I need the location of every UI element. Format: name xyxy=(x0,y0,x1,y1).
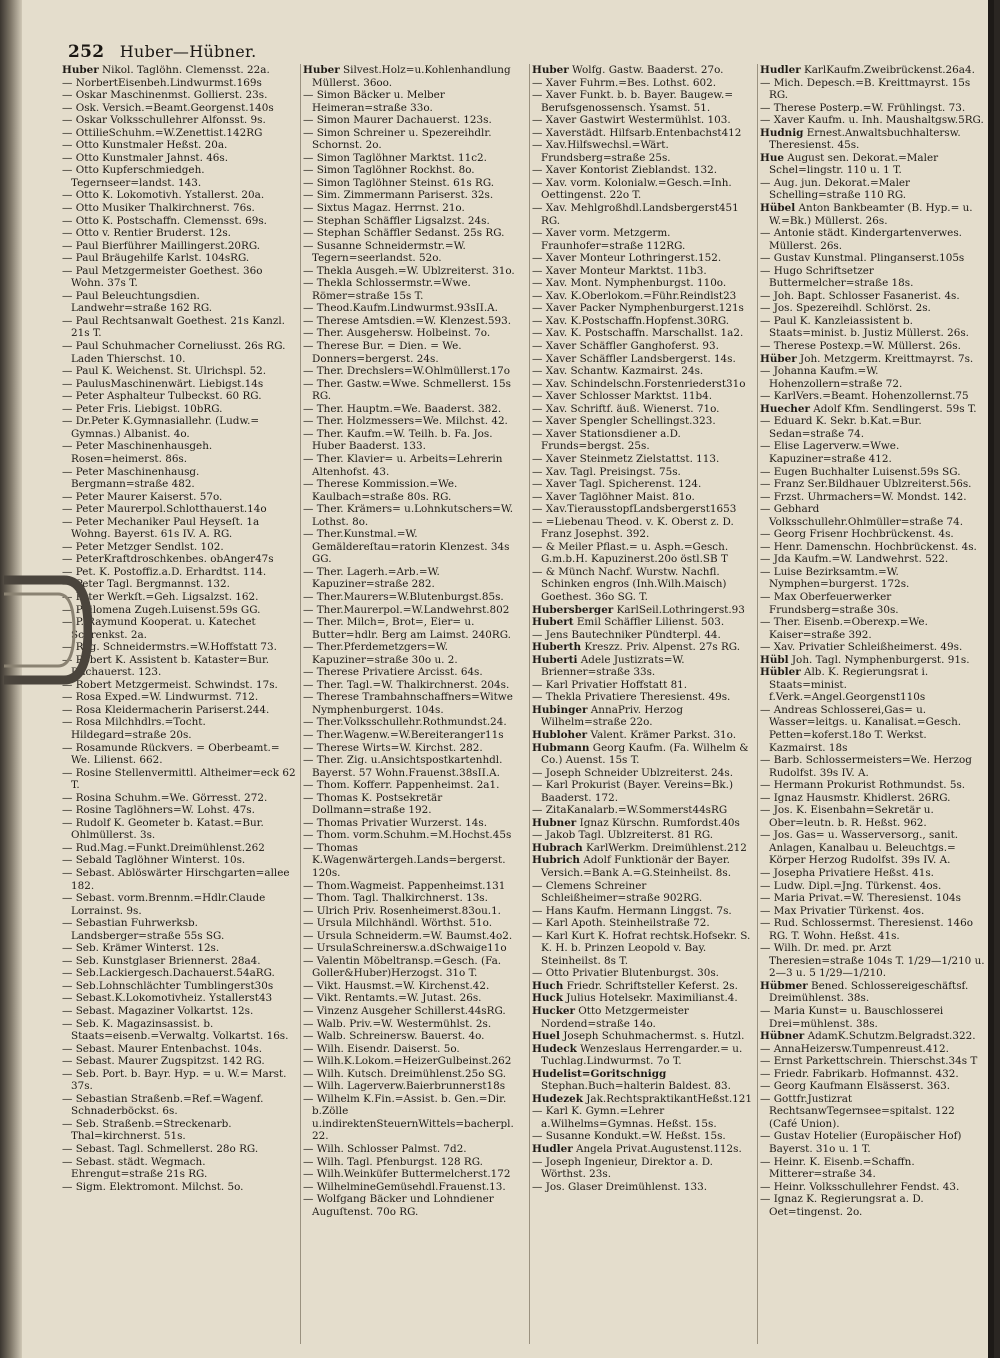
directory-entry: — Rosine Taglöhners=W. Lohst. 47s. xyxy=(62,804,255,817)
directory-entry: — Simon Taglöhner Marktst. 11c2. xyxy=(303,151,487,164)
directory-entry: — Peter Mechaniker Paul Heyseſt. 1a Wohng. Bayerst. 61s IV. A. RG. xyxy=(62,515,260,541)
directory-entry: — Wilhelm K.Fin.=Assist. b. Gen.=Dir. b.Zölle u.indirektenSteuernWittels=bacherpl. 22. xyxy=(303,1092,514,1143)
directory-entry: — Rosa Exped.=W. Lindwurmst. 712. xyxy=(62,691,259,704)
directory-entry: — Seb. Krämer Winterst. 12s. xyxy=(62,942,220,955)
directory-entry: — Seb.Lackiergesch.Dachauerst.54aRG. xyxy=(62,967,275,980)
directory-entry: — Therese Privatiere Arcisst. 64s. xyxy=(303,666,483,679)
directory-entry: — Karl Kurt K. Hofrat rechtsk.Hofsekr. S. K. H. b. Prinzen Leopold v. Bay. Steinheilst. 8s T. xyxy=(532,929,751,967)
directory-entry: — Ther. Eisenb.=Oberexp.=We. Kaiser=straße 392. xyxy=(760,616,928,641)
directory-entry: — Sebastian Fuhrwerksb. Landsberger=straße 55s SG. xyxy=(62,917,225,942)
directory-entry: Hübner AdamK.Schutzm.Belgradst.322. xyxy=(760,1030,976,1043)
directory-entry: Hudeck Wenzeslaus Herrengarder.= u. Tuchlag.Lindwurmst. 7o T. xyxy=(532,1042,743,1068)
directory-entry: — AnnaHeizersw.Tumpenreust.412. xyxy=(760,1042,949,1055)
directory-entry: — Simon Schreiner u. Spezereihdlr. Schornst. 2o. xyxy=(303,126,492,152)
directory-entry: — Ignaz Hausmstr. Khidlerst. 26RG. xyxy=(760,791,951,804)
directory-entry: — Rud. Schlossermst. Theresienst. 146o RG. T. Wohn. Heßst. 41s. xyxy=(760,917,974,942)
directory-entry: — Xaver Spengler Schellingst.323. xyxy=(532,415,716,428)
directory-entry: — Xav. vorm. Kolonialw.=Gesch.=Inh. Oettingenst. 22o T. xyxy=(532,176,732,202)
directory-entry: — Therese Kommission.=We. Kaulbach=straße 80s. RG. xyxy=(303,478,458,503)
directory-entry: — Ther. Gastw.=Wwe. Schmellerst. 15s RG. xyxy=(303,377,511,403)
directory-entry: — Rudolf K. Geometer b. Katast.=Bur. Ohlmüllerst. 3s. xyxy=(62,816,264,842)
directory-entry: Hubner Ignaz Kürschn. Rumfordst.40s xyxy=(532,816,740,829)
directory-entry: — Thom.Wagmeist. Pappenheimst.131 xyxy=(303,879,506,892)
directory-entry: — Vikt. Rentamts.=W. Jutast. 26s. xyxy=(303,992,482,1005)
directory-entry: — Ther. Ausgehersw. Holbeinst. 7o. xyxy=(303,327,491,340)
directory-entry: — Peter Asphalteur Tulbeckst. 60 RG. xyxy=(62,390,262,403)
directory-entry: — Wolfgang Bäcker und Lohndiener Auguſtenst. 70o RG. xyxy=(303,1193,494,1218)
directory-entry: — Seb. K. Magazinsassist. b. Staats=eisenb.=Verwaltg. Volkartst. 16s. xyxy=(62,1017,289,1043)
directory-entry: — Ther. Klavier= u. Arbeits=Lehrerin Altenhofst. 43. xyxy=(303,452,503,478)
directory-entry: — Paul Bräugehilfe Karlst. 104sRG. xyxy=(62,252,250,265)
column-divider xyxy=(529,64,530,1344)
directory-entry: Hudler KarlKaufm.Zweibrückenst.26a4. xyxy=(760,64,975,76)
directory-entry: — Simon Bäcker u. Melber Heimeran=straße 33o. xyxy=(303,89,445,114)
directory-entry: — Therese Bur. = Dien. = We. Donners=bergerst. 24s. xyxy=(303,340,462,365)
directory-entry: — Otto Kupferschmiedgeh. Tegernseer=landst. 143. xyxy=(62,164,205,189)
directory-entry: — Thom. Tagl. Thalkirchnerst. 13s. xyxy=(303,892,488,905)
directory-entry: — Peter Maschinenhausg. Bergmann=straße 482. xyxy=(62,465,200,491)
directory-entry: Hudnig Ernest.Anwaltsbuchhaltersw. Theresienst. 45s. xyxy=(760,126,961,152)
directory-entry: — PaulusMaschinenwärt. Liebigst.14s xyxy=(62,377,264,390)
directory-entry: — Jos. Glaser Dreimühlenst. 133. xyxy=(532,1180,708,1193)
directory-entry: — Gustav Hotelier (Europäischer Hof) Bayerst. 31o u. 1 T. xyxy=(760,1130,962,1156)
directory-entry: — Paul K. Weichenst. St. Ulrichspl. 52. xyxy=(62,365,267,378)
directory-entry: Huber Nikol. Taglöhn. Clemensst. 22a. xyxy=(62,64,270,76)
directory-entry: — Seb. Straßenb.=Streckenarb. Thal=kirchnerst. 51s. xyxy=(62,1117,232,1143)
directory-entry: — Xav. K.Postschaffn.Hopfenst.30RG. xyxy=(532,314,730,327)
directory-entry: — Xav. Schindelschn.Forstenriederst31o xyxy=(532,377,746,390)
directory-entry: — Jda Kaufm.=W. Landwehrst. 522. xyxy=(760,553,949,566)
directory-entry: — Xaver Kaufm. u. Inh. Maushaltgsw.5RG. xyxy=(760,114,984,127)
directory-entry: — Wilh. Schlosser Palmst. 7d2. xyxy=(303,1143,467,1156)
directory-entry: — Susanne Kondukt.=W. Heßst. 15s. xyxy=(532,1130,726,1143)
directory-entry: — Reg. Schneidermstrs.=W.Hoffstatt 73. xyxy=(62,641,277,654)
column-2 xyxy=(303,64,527,1354)
directory-entry: — NorbertEisenbeh.Lindwurmst.169s xyxy=(62,76,262,89)
directory-entry: — Therese Amtsdien.=W. Klenzest.593. xyxy=(303,314,512,327)
directory-entry: — Paul Rechtsanwalt Goethest. 21s Kanzl. 21s T. xyxy=(62,314,285,340)
directory-entry: — Maria Privat.=W. Theresienst. 104s xyxy=(760,892,961,905)
directory-entry: — Xav.Hilfswechsl.=Wärt. Frundsberg=straße 25s. xyxy=(532,139,671,164)
directory-entry: — Ther.Maurerpol.=W.Landwehrst.802 xyxy=(303,603,510,616)
directory-entry: — Sebast. Tagl. Schmellerst. 28o RG. xyxy=(62,1143,259,1156)
directory-entry: — Rosamunde Rückvers. = Oberbeamt.= We. Lilienst. 662. xyxy=(62,741,280,767)
directory-entry: — Elise Lagerverw.=Wwe. Kapuziner=straße 412. xyxy=(760,440,900,465)
directory-entry: Hübmer Bened. Schlossereigeschäftsf. Dreimühlenst. 38s. xyxy=(760,979,969,1005)
directory-entry: — Paul Metzgermeister Goethest. 36o Wohn. 37s T. xyxy=(62,264,263,290)
directory-entry: — Thekla Schlossermstr.=Wwe. Römer=straße 15s T. xyxy=(303,277,471,302)
directory-entry: — Jos. Spezereihdl. Schlörst. 2s. xyxy=(760,302,931,315)
directory-entry: — Sebastian Straßenb.=Ref.=Wagenf. Schnaderböckst. 6s. xyxy=(62,1092,264,1118)
directory-entry: — Simon Maurer Dachauerst. 123s. xyxy=(303,114,492,127)
directory-entry: — Ulrich Priv. Rosenheimerst.83ou.1. xyxy=(303,904,501,917)
directory-entry: — Xav. Schriftf. äuß. Wienerst. 71o. xyxy=(532,402,720,415)
directory-entry: — Frzst. Uhrmachers=W. Mondst. 142. xyxy=(760,490,967,503)
directory-entry: Hubert Emil Schäffler Lilienst. 503. xyxy=(532,616,725,629)
directory-entry: — Xaver Kontorist Zieblandst. 132. xyxy=(532,164,717,177)
directory-entry: — Peter Metzger Sendlst. 102. xyxy=(62,540,224,553)
directory-entry: — Peter Fris. Liebigst. 10bRG. xyxy=(62,402,223,415)
directory-entry: — Xaver Funkt. b. b. Bayer. Baugew.= Berufsgenossensch. Ysamst. 51. xyxy=(532,89,734,114)
directory-entry: — Thom. vorm.Schuhm.=M.Hochst.45s xyxy=(303,829,512,842)
directory-entry: — Joseph Schneider Ublzreiterst. 24s. xyxy=(532,766,734,779)
directory-entry: — Xaver Schäffler Landsbergerst. 14s. xyxy=(532,352,736,365)
directory-entry: — Ther.Volksschullehr.Rothmundst.24. xyxy=(303,716,507,729)
directory-entry: — Jakob Tagl. Ublzreiterst. 81 RG. xyxy=(532,829,714,842)
directory-entry: — Simon Taglöhner Steinst. 61s RG. xyxy=(303,176,495,189)
directory-entry: — Wilh. Eisendr. Daiserst. 5o. xyxy=(303,1042,460,1055)
directory-entry: Huberti Adele Justizrats=W. Brienner=straße 33s. xyxy=(532,653,685,679)
directory-entry: — Georg Frisenr Hochbrückenst. 4s. xyxy=(760,528,954,541)
directory-entry: — Ursula Milchhändl. Wörthst. 51o. xyxy=(303,917,492,930)
directory-entry: — Walb. Priv.=W. Westermühlst. 2s. xyxy=(303,1017,492,1030)
directory-entry: Hubmann Georg Kaufm. (Fa. Wilhelm & Co.) Auenst. 15s T. xyxy=(532,741,749,767)
directory-entry: Hubrich Adolf Funktionär der Bayer. Versich.=Bank A.=G.Steinheilst. 8s. xyxy=(532,854,732,879)
directory-entry: — Peter Tagl. Bergmannst. 132. xyxy=(62,578,230,591)
directory-entry: — Therese Wirts=W. Kirchst. 282. xyxy=(303,741,483,754)
directory-entry: — Jos. K. Eisenbahn=Sekretär u. Ober=leutn. b. R. Heßst. 962. xyxy=(760,804,934,829)
directory-entry: — Sigm. Elektromont. Milchst. 5o. xyxy=(62,1180,244,1193)
column-1 xyxy=(62,64,298,1354)
directory-entry: — Hermann Prokurist Rothmundst. 5s. xyxy=(760,779,966,792)
directory-entry: — Ignaz K. Regierungsrat a. D. Oet=tingenst. 2o. xyxy=(760,1193,924,1218)
directory-entry: — Xaver Stationsdiener a.D. Frunds=bergst. 25s. xyxy=(532,427,681,453)
directory-entry: — Sebast. Ablöswärter Hirschgarten=allee 182. xyxy=(62,867,290,892)
directory-entry: — Ther.Kunstmal.=W. Gemäldereſtau=ratorin Klenzest. 34s GG. xyxy=(303,528,510,566)
directory-entry: — Wilh.Weinküfer Buttermelcherst.172 xyxy=(303,1168,511,1181)
directory-entry: — Karl K. Gymn.=Lehrer a.Wilhelms=Gymnas. Heßst. 15s. xyxy=(532,1105,717,1130)
directory-entry: — Thomas K.Wagenwärtergeh.Lands=bergerst. 120s. xyxy=(303,841,506,879)
directory-entry: — Seb. Port. b. Bayr. Hyp. = u. W.= Marst. 37s. xyxy=(62,1067,287,1093)
directory-entry: — Ther. Hauptm.=We. Baaderst. 382. xyxy=(303,402,502,415)
directory-entry: — Wilh.K.Lokom.=HeizerGulbeinst.262 xyxy=(303,1055,512,1068)
directory-entry: — Peter Maschinenhausgeh. Rosen=heimerst. 86s. xyxy=(62,440,213,465)
directory-entry: — Xaver vorm. Metzgerm. Fraunhofer=straße 112RG. xyxy=(532,227,686,252)
directory-entry: — UrsulaSchreinersw.a.dSchwaige11o xyxy=(303,942,507,955)
directory-entry: — Ther.Wagenw.=W.Bereiteranger11s xyxy=(303,728,504,741)
directory-entry: — Paul Bierführer Maillingerst.20RG. xyxy=(62,239,261,252)
directory-entry: — Georg Kaufmann Elsässerst. 363. xyxy=(760,1080,951,1093)
directory-entry: — Xaverstädt. Hilfsarb.Entenbachst412 xyxy=(532,126,742,139)
directory-entry: Huberth Kreszz. Priv. Alpenst. 27s RG. xyxy=(532,641,741,654)
directory-entry: — Pet. K. Postoffiz.a.D. Erhardtst. 114. xyxy=(62,565,267,578)
directory-entry: — Simon Taglöhner Rockhst. 8o. xyxy=(303,164,475,177)
binder-clip-icon xyxy=(4,560,92,700)
directory-entry: — Barb. Schlossermeisters=We. Herzog Rudolfst. 39s IV. A. xyxy=(760,754,972,779)
directory-entry: Hudezek Jak.RechtspraktikantHeßst.121 xyxy=(532,1092,752,1105)
directory-entry: — Wilh. Kutsch. Dreimühlenst.25o SG. xyxy=(303,1067,507,1080)
directory-entry: — Paul Schuhmacher Corneliusst. 26s RG. Laden Thierschst. 10. xyxy=(62,340,286,365)
directory-entry: — Xav. Mehlgroßhdl.Landsbergerst451 RG. xyxy=(532,202,739,227)
directory-entry: — Osk. Versich.=Beamt.Georgenst.140s xyxy=(62,101,274,114)
directory-entry: — Xaver Monteur Marktst. 11b3. xyxy=(532,264,707,277)
directory-entry: Hubersberger KarlSeil.Lothringerst.93 xyxy=(532,603,745,616)
directory-entry: Hubrach KarlWerkm. Dreimühlenst.212 xyxy=(532,841,747,854)
directory-entry: — Jens Bautechniker Pündterpl. 44. xyxy=(532,628,721,641)
page-range: Huber—Hübner. xyxy=(119,42,257,61)
directory-entry: — Johanna Kaufm.=W. Hohenzollern=straße 72. xyxy=(760,365,903,390)
directory-entry: — Josepha Privatiere Heßst. 41s. xyxy=(760,867,934,879)
directory-entry: — Robert K. Assistent b. Kataster=Bur. Dachauerst. 123. xyxy=(62,653,270,679)
directory-entry: Hüber Joh. Metzgerm. Kreittmayrst. 7s. xyxy=(760,352,974,365)
directory-entry: — Ludw. Dipl.=Jng. Türkenst. 4os. xyxy=(760,879,942,892)
directory-entry: — Vinzenz Ausgeher Schillerst.44sRG. xyxy=(303,1005,506,1018)
directory-entry: — Heinr. K. Eisenb.=Schaffn. Mitterer=straße 34. xyxy=(760,1155,915,1181)
directory-entry: — Otto K. Lokomotivh. Ystallerst. 20a. xyxy=(62,189,265,202)
directory-entry: — Xaver Taglöhner Maist. 81o. xyxy=(532,490,695,503)
directory-entry: — Ther. Lagerh.=Arb.=W. Kapuziner=straße 282. xyxy=(303,565,440,591)
directory-entry: — Oskar Volksschullehrer Alfonsst. 9s. xyxy=(62,114,266,127)
directory-entry: — KarlVers.=Beamt. Hohenzollernst.75 xyxy=(760,390,969,403)
directory-entry: — Vikt. Hausmst.=W. Kirchenst.42. xyxy=(303,979,490,992)
directory-entry: — Valentin Möbeltransp.=Gesch. (Fa. Goller&Huber)Herzogst. 31o T. xyxy=(303,954,502,980)
directory-entry: — Max Privatier Türkenst. 4os. xyxy=(760,904,925,917)
directory-entry: — Hans Kaufm. Hermann Linggst. 7s. xyxy=(532,904,732,917)
directory-entry: — Xav. K. Postschaffn. Marschallst. 1a2. xyxy=(532,327,744,340)
directory-entry: — Ther.Pferdemetzgers=W. Kapuziner=straße 30o u. 2. xyxy=(303,641,458,666)
directory-entry: — Wilh. Lagerverw.Baierbrunnerst18s xyxy=(303,1080,506,1093)
directory-entry: — Theod.Kaufm.Lindwurmst.93sII.A. xyxy=(303,302,498,315)
directory-entry: — Otto K. Postschaffn. Clemensst. 69s. xyxy=(62,214,267,227)
column-3 xyxy=(532,64,758,1354)
directory-entry: — Xav. K.Oberlokom.=Führ.Reindlst23 xyxy=(532,289,737,302)
directory-entry: — Stephan Schäffler Ligsalzst. 24s. xyxy=(303,214,490,227)
directory-entry: — Peter Maurerpol.Schlotthauerst.14o xyxy=(62,503,267,516)
directory-entry: — Luise Bezirksamtm.=W. Nymphen=burgerst. 172s. xyxy=(760,565,910,591)
directory-entry: — Walb. Schreinersw. Bauerst. 4o. xyxy=(303,1030,485,1043)
directory-entry: — Jos. Gas= u. Wasserversorg., sanit. Anlagen, Kanalbau u. Beleuchtgs.= Körper Herzog Rudolfst. 39s IV. A. xyxy=(760,829,959,867)
directory-entry: — Rosa Milchhdlrs.=Tocht. Hildegard=straße 20s. xyxy=(62,716,206,741)
directory-entry: — Aug. jun. Dekorat.=Maler Schelling=straße 110 RG. xyxy=(760,176,911,202)
directory-entry: — Peter Werkſt.=Geh. Ligsalzst. 162. xyxy=(62,590,259,603)
directory-entry: — Hugo Schriftsetzer Buttermelcher=straße 18s. xyxy=(760,264,914,290)
directory-entry: — Paul Beleuchtungsdien. Landwehr=straße 162 RG. xyxy=(62,289,213,315)
directory-entry: — Xav. Mont. Nymphenburgst. 110o. xyxy=(532,277,727,290)
column-4 xyxy=(760,64,986,1354)
directory-entry: Hübl Joh. Tagl. Nymphenburgerst. 91s. xyxy=(760,653,970,666)
directory-entry: — Ursula Schneiderm.=W. Baumst.4o2. xyxy=(303,929,513,942)
directory-entry: — Xav. Schantw. Kazmairst. 24s. xyxy=(532,365,704,378)
directory-entry: — Xaver Schlosser Marktst. 11b4. xyxy=(532,390,713,403)
directory-entry: — Gustav Kunstmal. Plinganserst.105s xyxy=(760,252,965,265)
directory-entry: — Andreas Schlosserei,Gas= u. Wasser=leitgs. u. Kanalisat.=Gesch. Petten=koferst.18o T. Werkst. Kazmairst. 18s xyxy=(760,703,962,754)
directory-entry: Hudler Angela Privat.Augustenst.112s. xyxy=(532,1143,742,1156)
directory-entry: — Sebast. städt. Wegmach. Ehrengut=straße 21s RG. xyxy=(62,1155,208,1181)
directory-entry: — Ther. Drechslers=W.Ohlmüllerst.17o xyxy=(303,365,510,378)
directory-entry: — Rosine Stellenvermittl. Altheimer=eck 62 T. xyxy=(62,766,296,792)
directory-entry: — =Liebenau Theod. v. K. Oberst z. D. Franz Josephst. 392. xyxy=(532,515,734,541)
directory-entry: — Joh. Bapt. Schlosser Fasanerist. 4s. xyxy=(760,289,960,302)
directory-entry: — Henr. Damenschn. Hochbrückenst. 4s. xyxy=(760,540,977,553)
directory-entry: — Ernst Parkettschrein. Thierschst.34s T xyxy=(760,1055,978,1068)
directory-entry: Huel Joseph Schuhmachermst. s. Hutzl. xyxy=(532,1030,745,1043)
directory-entry: — Xav.TierausstopfLandsbergerst1653 xyxy=(532,503,737,516)
directory-entry: — Sebast. vorm.Brennm.=Hdlr.Claude Lorrainst. 9s. xyxy=(62,892,266,917)
directory-entry: — Robert Metzgermeist. Schwindst. 17s. xyxy=(62,678,278,691)
directory-entry: — WilhelmineGemüsehdl.Frauenst.13. xyxy=(303,1180,506,1193)
directory-entry: — Otto Privatier Blutenburgst. 30s. xyxy=(532,967,719,980)
directory-entry: — OttilieSchuhm.=W.Zenettist.142RG xyxy=(62,126,263,139)
directory-entry: — PeterKraftdroschkenbes. obAnger47s xyxy=(62,553,274,566)
directory-entry: — Friedr. Fabrikarb. Hofmannst. 432. xyxy=(760,1067,959,1080)
directory-entry: — Ther. Tagl.=W. Thalkirchnerst. 204s. xyxy=(303,678,510,691)
directory-entry: — Thekla Privatiere Theresienst. 49s. xyxy=(532,691,731,704)
directory-entry: — Mich. Depesch.=B. Kreittmayrst. 15s RG. xyxy=(760,76,971,102)
directory-entry: — Xav. Privatier Schleißheimerst. 49s. xyxy=(760,641,963,654)
directory-entry: — Karl Prokurist (Bayer. Vereins=Bk.) Baaderst. 172. xyxy=(532,779,734,804)
directory-entry: — Dr.Peter K.Gymnasiallehr. (Ludw.= Gymnas.) Albanist. 4o. xyxy=(62,415,260,440)
directory-entry: — Max Oberfeuerwerker Frundsberg=straße 30s. xyxy=(760,590,899,616)
directory-entry: — Antonie städt. Kindergartenverwes. Müllerst. 26s. xyxy=(760,227,962,252)
directory-entry: — Ther. Milch=, Brot=, Eier= u. Butter=hdlr. Berg am Laimst. 240RG. xyxy=(303,616,511,641)
directory-entry: — Karl Privatier Hoffstatt 81. xyxy=(532,678,688,691)
directory-entry: — Sim. Zimmermann Pariserst. 32s. xyxy=(303,189,494,202)
directory-entry: Hübel Anton Bankbeamter (B. Hyp.= u. W.=Bk.) Müllerst. 26s. xyxy=(760,202,973,227)
page-number: 252 xyxy=(68,42,105,62)
directory-entry: — Paul K. Kanzleiassistent b. Staats=minist. b. Justiz Müllerst. 26s. xyxy=(760,314,969,340)
directory-entry: — Sixtus Magaz. Herrnst. 21o. xyxy=(303,202,465,215)
directory-entry: — Rosa Kleidermacherin Pariserst.244. xyxy=(62,703,270,716)
directory-entry: Huch Friedr. Schriftsteller Keferst. 2s. xyxy=(532,979,738,992)
directory-entry: Hudelist=Goritschnigg Stephan.Buch=halterin Baldest. 83. xyxy=(532,1067,731,1093)
directory-entry: — Eugen Buchhalter Luisenst.59s SG. xyxy=(760,465,961,478)
directory-entry: — Eduard K. Sekr. b.Kat.=Bur. Sedan=straße 74. xyxy=(760,415,922,440)
directory-entry: — Xaver Monteur Lothringerst.152. xyxy=(532,252,722,265)
directory-entry: — Xaver Fuhrm.=Bes. Lothst. 602. xyxy=(532,76,716,89)
directory-entry: — & Meiler Pflast.= u. Asph.=Gesch. G.m.b.H. Kapuzinerst.20o östl.SB T xyxy=(532,540,729,566)
directory-entry: — Oskar Maschinenmst. Gollierst. 23s. xyxy=(62,89,268,102)
directory-entry: — Seb. Kunstglaser Briennerst. 28a4. xyxy=(62,954,261,967)
directory-entry: — Thomas K. Postsekretär Dollmann=straße 192. xyxy=(303,791,443,817)
directory-entry: — Susanne Schneidermstr.=W. Tegern=seerlandst. 52o. xyxy=(303,239,466,265)
directory-entry: — Otto v. Rentier Bruderst. 12s. xyxy=(62,227,231,240)
directory-entry: — Ther. Zig. u.Ansichtspostkartenhdl. Bayerst. 57 Wohn.Frauenst.38sII.A. xyxy=(303,754,503,779)
directory-entry: — Xav. Tagl. Preisingst. 75s. xyxy=(532,465,681,478)
directory-entry: — Karl Apoth. Steinheilstraße 72. xyxy=(532,917,710,930)
directory-entry: — Ther. Krämers= u.Lohnkutschers=W. Lothst. 8o. xyxy=(303,503,513,528)
directory-entry: Huck Julius Hotelsekr. Maximilianst.4. xyxy=(532,992,738,1005)
directory-entry: — Peter Maurer Kaiserst. 57o. xyxy=(62,490,223,503)
directory-entry: — Ther. Holzmessers=We. Milchst. 42. xyxy=(303,415,508,428)
directory-entry: — Sebald Taglöhner Winterst. 10s. xyxy=(62,854,246,867)
directory-entry: — Philomena Zugeh.Luisenst.59s GG. xyxy=(62,603,261,616)
column-divider xyxy=(300,64,301,1344)
directory-entry: Huber Wolfg. Gastw. Baaderst. 27o. xyxy=(532,64,724,76)
directory-entry: — Ther. Kaufm.=W. Teilh. b. Fa. Jos. Huber Baaderst. 133. xyxy=(303,427,493,453)
directory-entry: — Heinr. Volksschullehrer Fendst. 43. xyxy=(760,1180,960,1193)
directory-entry: — Therese Posterp.=W. Frühlingst. 73. xyxy=(760,101,966,114)
directory-entry: — Otto Musiker Thalkirchnerst. 76s. xyxy=(62,202,255,215)
directory-entry: — Rud.Mag.=Funkt.Dreimühlenst.262 xyxy=(62,841,265,854)
directory-entry: Hucker Otto Metzgermeister Nordend=straße 14o. xyxy=(532,1005,689,1030)
directory-entry: — Thomas Privatier Wurzerst. 14s. xyxy=(303,816,487,829)
directory-entry: — Thekla Ausgeh.=W. Ublzreiterst. 31o. xyxy=(303,264,515,277)
directory-entry: — Rosina Schuhm.=We. Görresst. 272. xyxy=(62,791,268,804)
directory-entry: — Stephan Schäffler Sedanst. 25s RG. xyxy=(303,227,505,240)
page-edge xyxy=(988,0,994,1358)
directory-entry: — Otto Kunstmaler Heßst. 20a. xyxy=(62,139,228,152)
directory-entry: — Gebhard Volksschullehr.Ohlmüller=straße 74. xyxy=(760,503,964,528)
directory-entry: — Thom. Kofferr. Pappenheimst. 2a1. xyxy=(303,779,500,792)
directory-entry: Hubinger AnnaPriv. Herzog Wilhelm=straße 22o. xyxy=(532,703,683,729)
directory-entry: — Sebast. Magaziner Volkartst. 12s. xyxy=(62,1005,254,1018)
directory-entry: — & Münch Nachf. Wurstw. Nachfl. Schinken engros (Inh.Wilh.Maisch) Goethest. 36o SG. T. xyxy=(532,565,727,603)
directory-entry: — Xaver Gastwirt Westermühlst. 103. xyxy=(532,114,731,127)
directory-entry: — ZitaKanalarb.=W.Sommerst44sRG xyxy=(532,804,728,817)
directory-entry: — Xaver Schäffler Ganghoferst. 93. xyxy=(532,340,719,353)
directory-entry: Huber Silvest.Holz=u.Kohlenhandlung Müllerst. 36oo. xyxy=(303,64,511,89)
directory-entry: — Therese Postexp.=W. Müllerst. 26s. xyxy=(760,340,961,353)
directory-entry: Huecher Adolf Kfm. Sendlingerst. 59s T. xyxy=(760,402,977,415)
directory-entry: — Xaver Packer Nymphenburgerst.121s xyxy=(532,302,744,315)
directory-entry: — Sebast.K.Lokomotivheiz. Ystallerst43 xyxy=(62,992,273,1005)
directory-entry: — Joseph Ingenieur, Direktor a. D. Wörthst. 23s. xyxy=(532,1155,713,1181)
directory-entry: — Xaver Steinmetz Zielstattst. 113. xyxy=(532,452,720,465)
directory-entry: — Sebast. Maurer Zugspitzst. 142 RG. xyxy=(62,1055,265,1068)
directory-entry: — Clemens Schreiner Schleißheimer=straße 902RG. xyxy=(532,879,703,905)
directory-entry: — Franz Ser.Bildhauer Ublzreiterst.56s. xyxy=(760,478,972,491)
directory-entry: — Sebast. Maurer Entenbachst. 104s. xyxy=(62,1042,263,1055)
directory-entry: — Therese Trambahnschaffners=Witwe Nymphenburgerst. 104s. xyxy=(303,691,513,716)
directory-entry: Hubloher Valent. Krämer Parkst. 31o. xyxy=(532,728,737,741)
directory-entry: Hue August sen. Dekorat.=Maler Schel=lingstr. 110 u. 1 T. xyxy=(760,151,939,177)
directory-entry: Hübler Alb. K. Regierungsrat i. Staats=minist. f.Verk.=Angel.Georgenst110s xyxy=(760,666,929,704)
directory-entry: — Seb.Lohnschlächter Tumblingerst30s xyxy=(62,979,274,992)
page-header xyxy=(68,42,257,62)
directory-entry: — Gottfr.Justizrat RechtsanwTegernsee=spitalst. 122 (Café Union). xyxy=(760,1092,955,1130)
directory-entry: — Xaver Tagl. Spicherenst. 124. xyxy=(532,478,702,491)
directory-entry: — Wilh. Tagl. Pfenburgst. 128 RG. xyxy=(303,1155,483,1168)
directory-entry: — Maria Kunst= u. Bauschlosserei Drei=mühlenst. 38s. xyxy=(760,1005,944,1030)
directory-entry: — Wilh. Dr. med. pr. Arzt Theresien=straße 104s T. 1/29—1/210 u. 2—3 u. 5 1/29—1/210. xyxy=(760,942,985,980)
directory-entry: — P. Raymund Kooperat. u. Katechet Schrenkst. 2a. xyxy=(62,616,256,641)
directory-entry: — Ther.Maurers=W.Blutenburgst.85s. xyxy=(303,590,504,603)
directory-entry: — Otto Kunstmaler Jahnst. 46s. xyxy=(62,151,229,164)
